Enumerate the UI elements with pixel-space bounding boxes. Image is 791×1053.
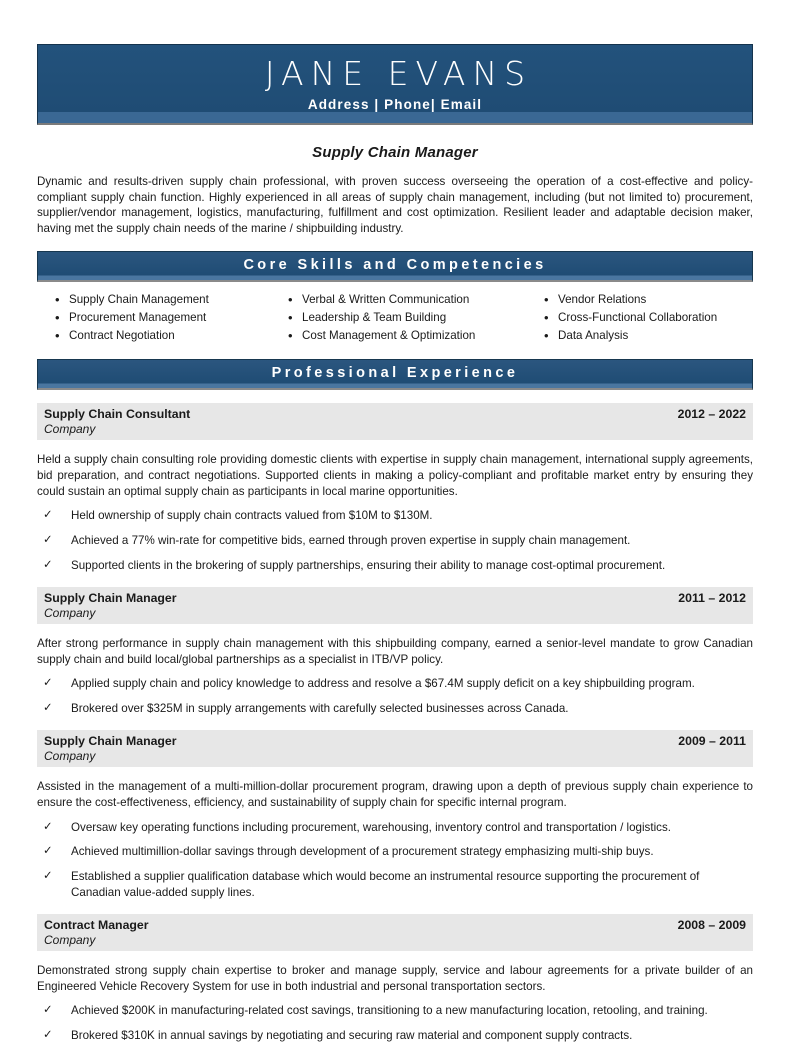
skills-column-3: [536, 291, 753, 344]
job-bullet-text: Brokered over $325M in supply arrangements with carefully selected businesses across Canada.: [71, 702, 569, 716]
bullet-dot-icon: •: [288, 309, 293, 325]
experience-entry-header: [37, 730, 753, 767]
professional-summary: Dynamic and results-driven supply chain professional, with proven success overseeing the operation of a cost-effective and policy-compliant supply chain function. Highly experienced in all areas of supply chain management, including (but not limited to) procurement, supplier/vendor management, logistics, manufacturing, fulfillment and cost optimization. Resilient leader and adaptable decision maker, having met the supply chain needs of the marine / shipbuilding industry.: [37, 174, 753, 235]
job-bullet: [37, 844, 753, 860]
bullet-dot-icon: •: [55, 309, 60, 325]
job-title: Supply Chain Consultant: [44, 407, 191, 422]
checkmark-icon: ✓: [43, 702, 53, 715]
skill-item: [47, 291, 280, 309]
bullet-dot-icon: •: [55, 292, 60, 308]
job-bullet-text: Established a supplier qualification database which would become an instrumental resource supporting the procurement of Canadian value-added supply lines.: [71, 870, 700, 900]
skill-item: [536, 327, 753, 345]
checkmark-icon: ✓: [43, 534, 53, 547]
experience-title-row: [44, 407, 746, 421]
job-dates: 2009 – 2011: [678, 734, 746, 749]
job-dates: 2011 – 2012: [678, 590, 746, 605]
job-description: Assisted in the management of a multi-million-dollar procurement program, drawing upon a depth of previous supply chain experience to ensure the cost-effectiveness, efficiency, and sustainability of supply chain for specific internal program.: [37, 780, 753, 809]
resume-sheet: [37, 0, 753, 1053]
job-description: Demonstrated strong supply chain expertise to broker and manage supply, service and labour agreements for a private builder of an Engineered Vehicle Recovery System for use in both industrial and personal transportation sectors.: [37, 963, 753, 993]
checkmark-icon: ✓: [43, 1004, 53, 1017]
job-bullet: [37, 508, 753, 524]
contact-line: Address | Phone| Email: [307, 96, 483, 112]
skill-item: [280, 327, 536, 345]
job-dates: 2008 – 2009: [677, 917, 746, 932]
job-title: Supply Chain Manager: [44, 590, 177, 605]
skills-column-2: [280, 291, 536, 344]
job-company: Company: [44, 932, 96, 947]
skill-item: [47, 309, 280, 327]
skill-item: [536, 309, 753, 327]
experience-entry-header: [37, 587, 753, 624]
bullet-dot-icon: •: [544, 309, 549, 325]
job-bullet-text: Achieved $200K in manufacturing-related cost savings, transitioning to a new manufacturing location, retooling, and training.: [71, 1004, 708, 1018]
resume-header-banner: [37, 44, 753, 125]
experience-entry: [37, 403, 753, 574]
job-bullet: [37, 533, 753, 549]
checkmark-icon: ✓: [43, 677, 53, 690]
job-bullet-text: Applied supply chain and policy knowledge to address and resolve a $67.4M supply deficit on a key shipbuilding program.: [71, 677, 695, 691]
skill-label: Contract Negotiation: [69, 328, 175, 342]
section-heading-core-skills: Core Skills and Competencies: [37, 251, 753, 282]
job-company: Company: [44, 749, 96, 764]
bullet-dot-icon: •: [288, 292, 293, 308]
skill-label: Leadership & Team Building: [302, 310, 447, 324]
target-role-headline: Supply Chain Manager: [312, 143, 478, 161]
section-heading-professional-experience: Professional Experience: [37, 359, 753, 390]
candidate-name: JANE EVANS: [264, 54, 533, 93]
experience-entry: [37, 587, 753, 717]
job-bullet: [37, 676, 753, 692]
experience-title-row: [44, 591, 746, 605]
job-bullet-text: Oversaw key operating functions including procurement, warehousing, inventory control and transportation / logistics.: [71, 820, 671, 834]
job-bullet: [37, 820, 753, 836]
job-company: Company: [44, 422, 96, 437]
job-description: Held a supply chain consulting role providing domestic clients with expertise in supply chain management, international supply agreements, bid preparation, and contract negotiations. Supported clients in making a policy-compliant and profitable market entry by ensuring they could sustain an optimal supply chain as participants in local marine opportunities.: [37, 453, 753, 498]
job-bullet: [37, 1003, 753, 1019]
job-bullet-list: [37, 676, 753, 717]
experience-entry-header: [37, 403, 753, 440]
job-dates: 2012 – 2022: [677, 407, 746, 422]
job-bullet-text: Achieved multimillion-dollar savings through development of a procurement strategy emphasizing multi-ship buys.: [71, 845, 654, 859]
job-bullet-text: Brokered $310K in annual savings by negotiating and securing raw material and component supply contracts.: [71, 1029, 633, 1043]
job-bullet-list: [37, 820, 753, 901]
skill-label: Data Analysis: [558, 328, 629, 342]
checkmark-icon: ✓: [43, 820, 53, 833]
skill-label: Supply Chain Management: [69, 293, 209, 307]
core-skills-grid: [37, 291, 753, 344]
skill-item: [47, 327, 280, 345]
skill-item: [536, 291, 753, 309]
bullet-dot-icon: •: [55, 327, 60, 343]
experience-entry: [37, 914, 753, 1044]
skill-item: [280, 309, 536, 327]
job-bullet: [37, 869, 753, 901]
checkmark-icon: ✓: [43, 509, 53, 522]
job-company: Company: [44, 605, 96, 620]
skills-column-1: [47, 291, 280, 344]
skill-label: Cross-Functional Collaboration: [558, 310, 718, 324]
experience-entry-header: [37, 914, 753, 951]
skill-label: Verbal & Written Communication: [302, 293, 470, 307]
job-bullet: [37, 1028, 753, 1044]
job-title: Contract Manager: [44, 917, 149, 932]
job-title: Supply Chain Manager: [44, 734, 177, 749]
bullet-dot-icon: •: [544, 327, 549, 343]
checkmark-icon: ✓: [43, 1029, 53, 1042]
experience-title-row: [44, 734, 746, 748]
experience-title-row: [44, 918, 746, 932]
checkmark-icon: ✓: [43, 845, 53, 858]
skill-item: [280, 291, 536, 309]
skill-label: Cost Management & Optimization: [302, 328, 476, 342]
job-bullet-text: Achieved a 77% win-rate for competitive bids, earned through proven expertise in supply chain management.: [71, 534, 631, 548]
checkmark-icon: ✓: [43, 559, 53, 572]
skill-label: Procurement Management: [69, 310, 207, 324]
bullet-dot-icon: •: [544, 292, 549, 308]
job-bullet-text: Held ownership of supply chain contracts valued from $10M to $130M.: [71, 509, 433, 523]
checkmark-icon: ✓: [43, 870, 53, 883]
skill-label: Vendor Relations: [558, 293, 647, 307]
experience-entry: [37, 730, 753, 901]
job-bullet: [37, 701, 753, 717]
job-bullet: [37, 558, 753, 574]
job-description: After strong performance in supply chain management with this shipbuilding company, earned a senior-level mandate to grow Canadian supply chain and build local/global partnerships as a specialist in ITB/VP policy.: [37, 636, 753, 666]
job-bullet-list: [37, 508, 753, 573]
job-bullet-text: Supported clients in the brokering of supply partnerships, ensuring their ability to manage cost-optimal procurement.: [71, 559, 666, 573]
bullet-dot-icon: •: [288, 327, 293, 343]
